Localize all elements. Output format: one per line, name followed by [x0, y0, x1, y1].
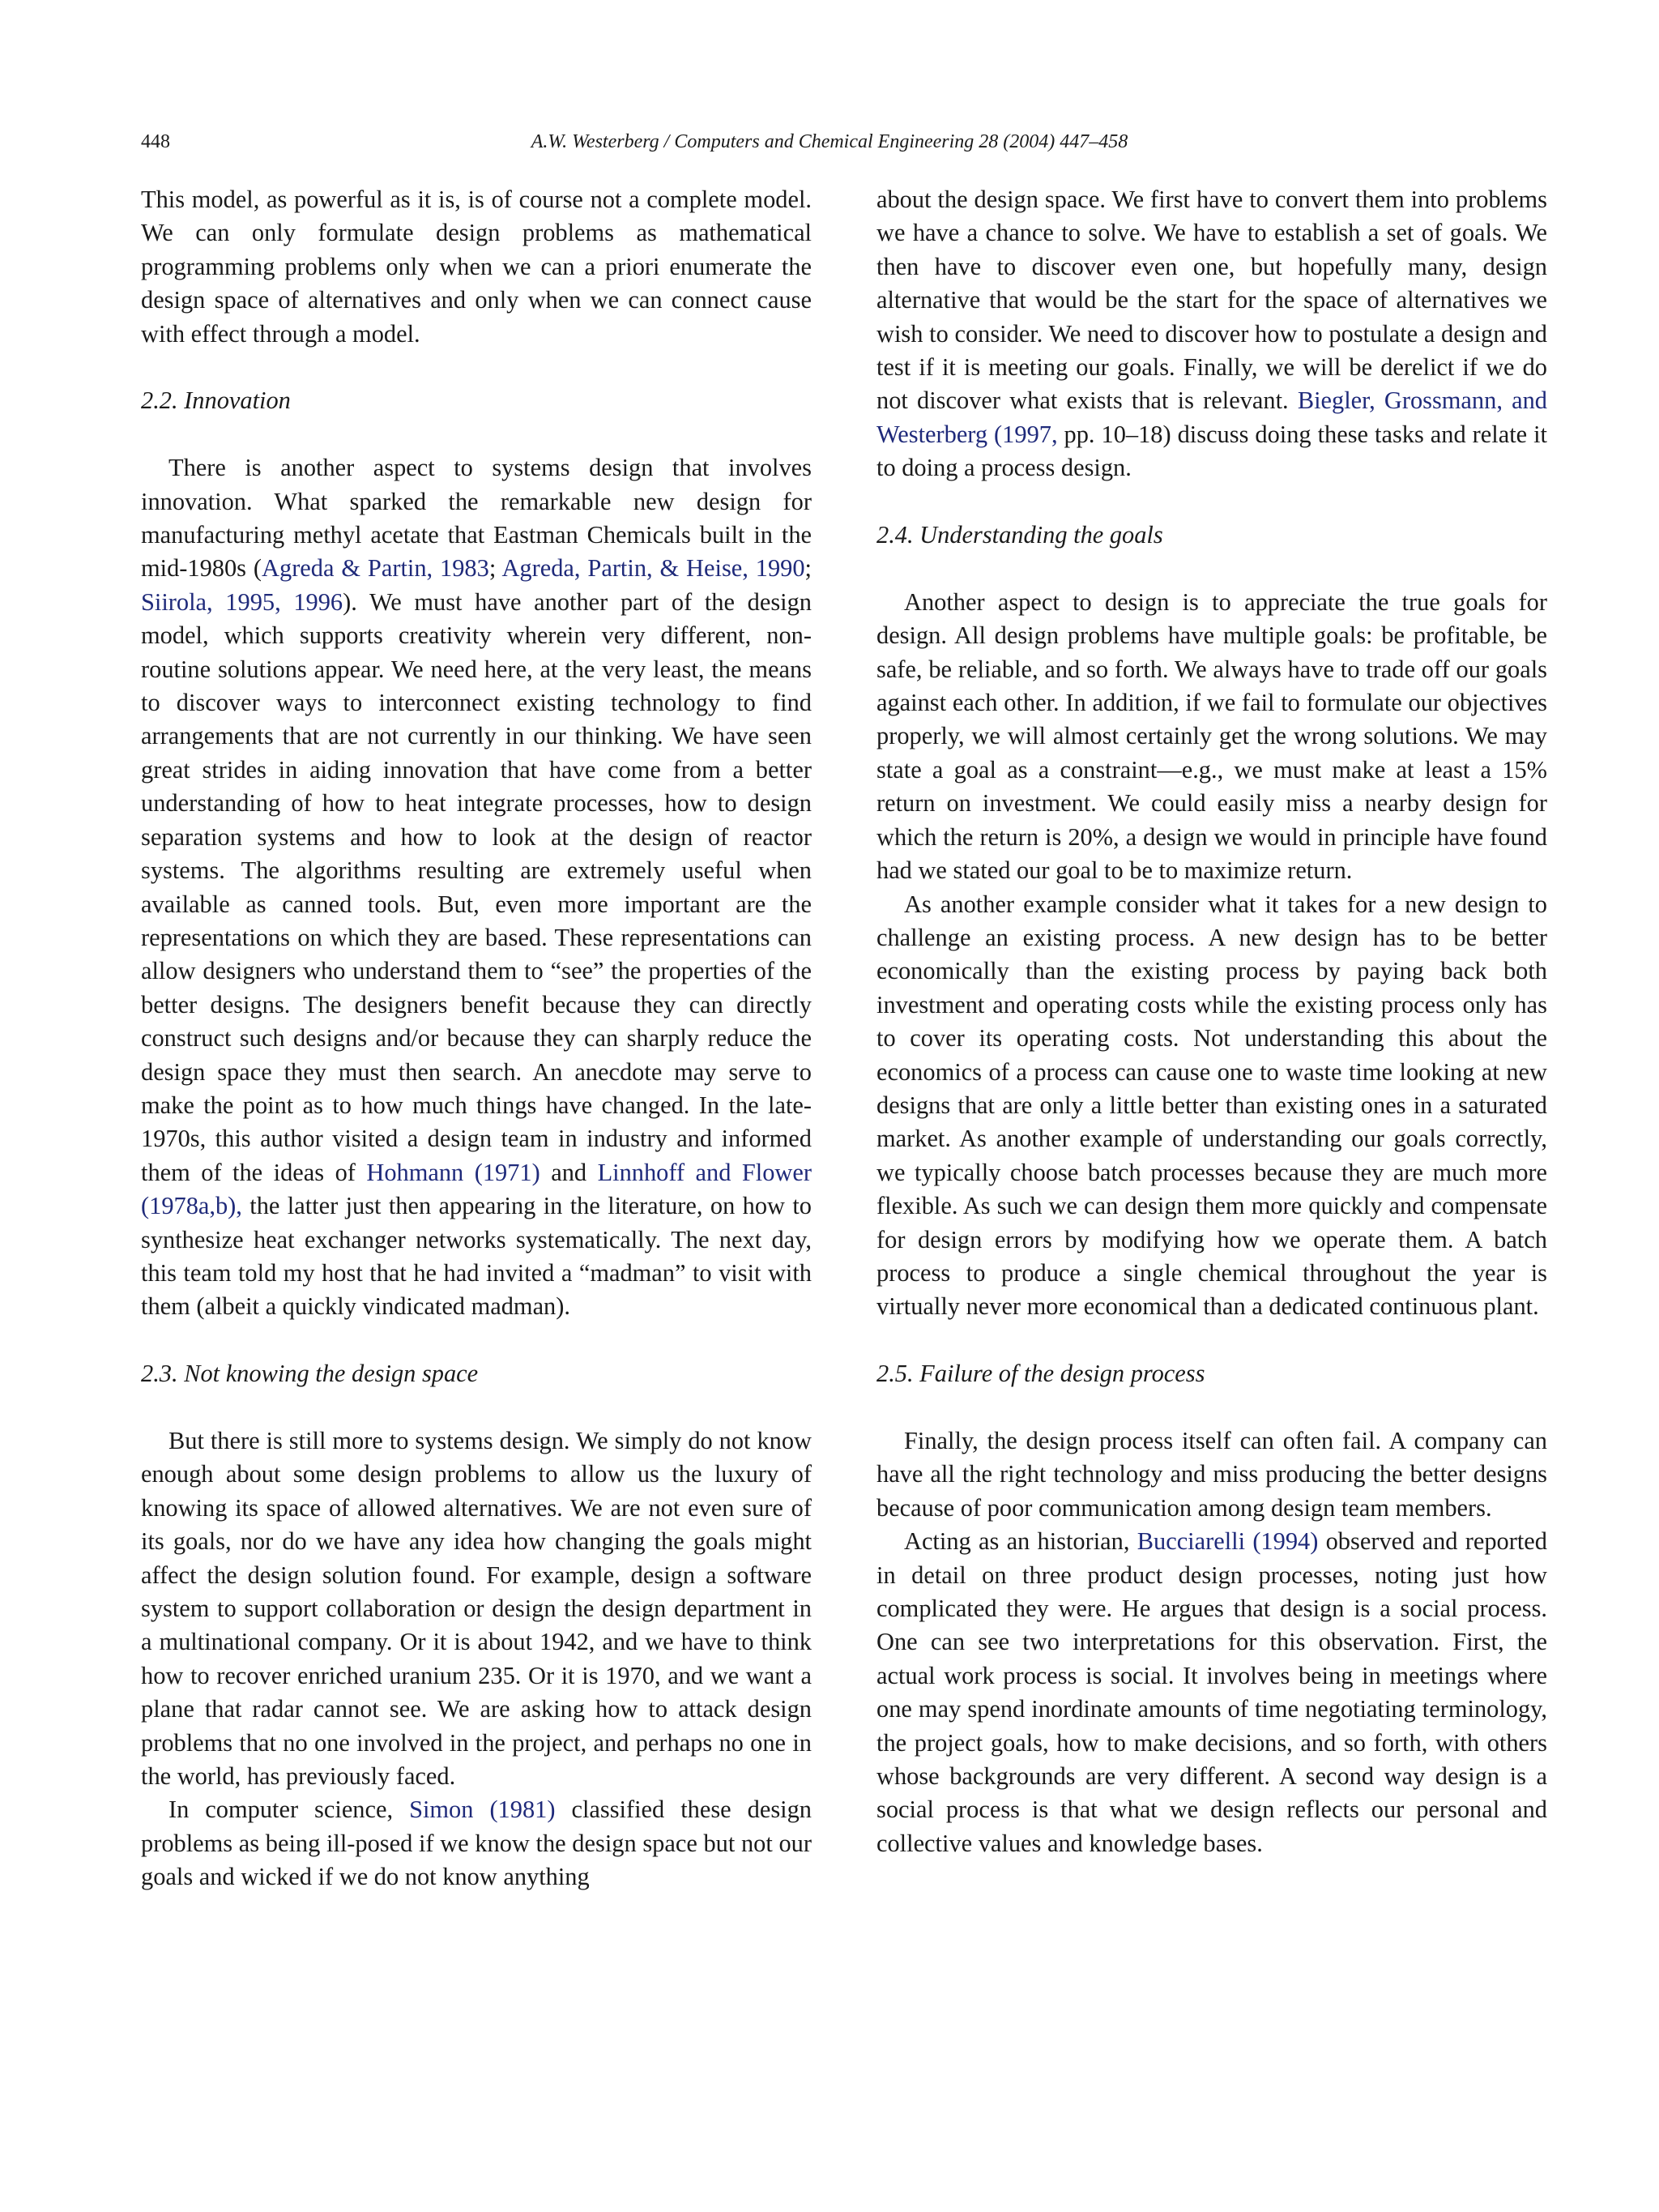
- paragraph-innovation: There is another aspect to systems design that involves innovation. What sparked the remarkable new design for manufacturing methyl acetate that Eastman Chemicals built in the mid-1980s (Agreda & Partin, 1983; Agreda, Partin, & Heise, 1990; Siirola, 1995, 1996). We must have another part of the design model, which supports creativity wherein very different, non-routine solutions appear. We need here, at the very least, the means to discover ways to interconnect existing technology to find arrangements that are not currently in our thinking. We have seen great strides in aiding innovation that have come from a better understanding of how to heat integrate processes, how to design separation systems and how to look at the design of reactor systems. The algorithms resulting are extremely useful when available as canned tools. But, even more important are the representations on which they are based. These representations can allow designers who understand them to “see” the properties of the better designs. The designers benefit because they can directly construct such designs and/or because they can sharply reduce the design space they must then search. An anecdote may serve to make the point as to how much things have changed. In the late-1970s, this author visited a design team in industry and informed them of the ideas of Hohmann (1971) and Linnhoff and Flower (1978a,b), the latter just then appearing in the literature, on how to synthesize heat exchanger networks systematically. The next day, this team told my host that he had invited a “madman” to visit with them (albeit a quickly vindicated madman).: [141, 454, 812, 1321]
- paragraph-continued: about the design space. We first have to convert them into problems we have a chance to solve. We have to establish a set of goals. We then have to discover even one, but hopefully many, design alternative that would be the start for the space of alternatives we wish to consider. We need to discover how to postulate a design and test if it is meeting our goals. Finally, we will be derelict if we do not discover what exists that is relevant. Biegler, Grossmann, and Westerberg (1997, pp. 10–18) discuss doing these tasks and relate it to doing a process design.: [876, 186, 1547, 482]
- citation-agreda-1983[interactable]: Agreda & Partin, 1983: [262, 554, 489, 583]
- paragraph-failure-2: Acting as an historian, Bucciarelli (1994) observed and reported in detail on three product design processes, noting just how complicated they were. He argues that design is a social process. One can see two interpretations for this observation. First, the actual work process is social. It involves being in meetings where one may spend inordinate amounts of time negotiating terminology, the project goals, how to make decisions, and so forth, with others whose backgrounds are very different. A second way design is a social process is that what we design reflects our personal and collective values and knowledge bases.: [876, 1527, 1547, 1857]
- section-heading-failure: 2.5. Failure of the design process: [876, 1360, 1205, 1388]
- right-column: [876, 183, 1547, 1860]
- paragraph-goals-2: As another example consider what it takes for a new design to challenge an existing process. A new design has to be better economically than the existing process by paying back both investment and operating costs while the existing process only has to cover its operating costs. Not understanding this about the economics of a process can cause one to waste time looking at new designs that are only a little better than existing ones in a saturated market. As another example of understanding our goals correctly, we typically choose batch processes because they are much more flexible. As such we can design them more quickly and compensate for design errors by modifying how we operate them. A batch process to produce a single chemical throughout the year is virtually never more economical than a dedicated continuous plant.: [876, 890, 1547, 1321]
- citation-biegler[interactable]: Biegler, Grossmann, and Westerberg (1997,: [876, 386, 1547, 448]
- citation-agreda-1990[interactable]: Agreda, Partin, & Heise, 1990: [501, 554, 805, 583]
- paragraph-simon: In computer science, Simon (1981) classified these design problems as being ill-posed if we know the design space but not our goals and wicked if we do not know anything: [141, 1796, 812, 1891]
- citation-simon[interactable]: Simon (1981): [409, 1796, 556, 1824]
- paragraph-intro: This model, as powerful as it is, is of course not a complete model. We can only formulate design problems as mathematical programming problems only when we can a priori enumerate the design space of alternatives and only when we can connect cause with effect through a model.: [141, 186, 812, 348]
- left-column: [141, 183, 812, 1894]
- paragraph-goals-1: Another aspect to design is to appreciate the true goals for design. All design problems have multiple goals: be profitable, be safe, be reliable, and so forth. We always have to trade off our goals against each other. In addition, if we fail to formulate our objectives properly, we will almost certainly get the wrong solutions. We may state a goal as a constraint—e.g., we must make at least a 15% return on investment. We could easily miss a nearby design for which the return is 20%, a design we would in principle have found had we stated our goal to be to maximize return.: [876, 587, 1547, 885]
- citation-hohmann[interactable]: Hohmann (1971): [366, 1158, 540, 1186]
- paragraph-failure-1: Finally, the design process itself can often fail. A company can have all the right technology and miss producing the better designs because of poor communication among design team members.: [876, 1426, 1547, 1522]
- citation-linnhoff-flower[interactable]: Linnhoff and Flower (1978a,b),: [141, 1158, 812, 1220]
- section-heading-goals: 2.4. Understanding the goals: [876, 521, 1163, 549]
- citation-siirola[interactable]: Siirola, 1995, 1996: [141, 587, 343, 616]
- running-header: [141, 123, 1518, 159]
- paragraph-design-space: But there is still more to systems design. We simply do not know enough about some design problems to allow us the luxury of knowing its space of allowed alternatives. We are not even sure of its goals, nor do we have any idea how changing the goals might affect the design solution found. For example, design a software system to support collaboration or design the design department in a multinational company. Or it is about 1942, and we have to think how to recover enriched uranium 235. Or it is 1970, and we want a plane that radar cannot see. We are asking how to attack design problems that no one involved in the project, and perhaps no one in the world, has previously faced.: [141, 1426, 812, 1791]
- section-heading-innovation: 2.2. Innovation: [141, 386, 291, 415]
- section-heading-design-space: 2.3. Not knowing the design space: [141, 1360, 479, 1388]
- running-head: A.W. Westerberg / Computers and Chemical Engineering 28 (2004) 447–458: [531, 131, 1128, 152]
- citation-bucciarelli[interactable]: Bucciarelli (1994): [1137, 1527, 1319, 1556]
- page-number: 448: [141, 131, 170, 152]
